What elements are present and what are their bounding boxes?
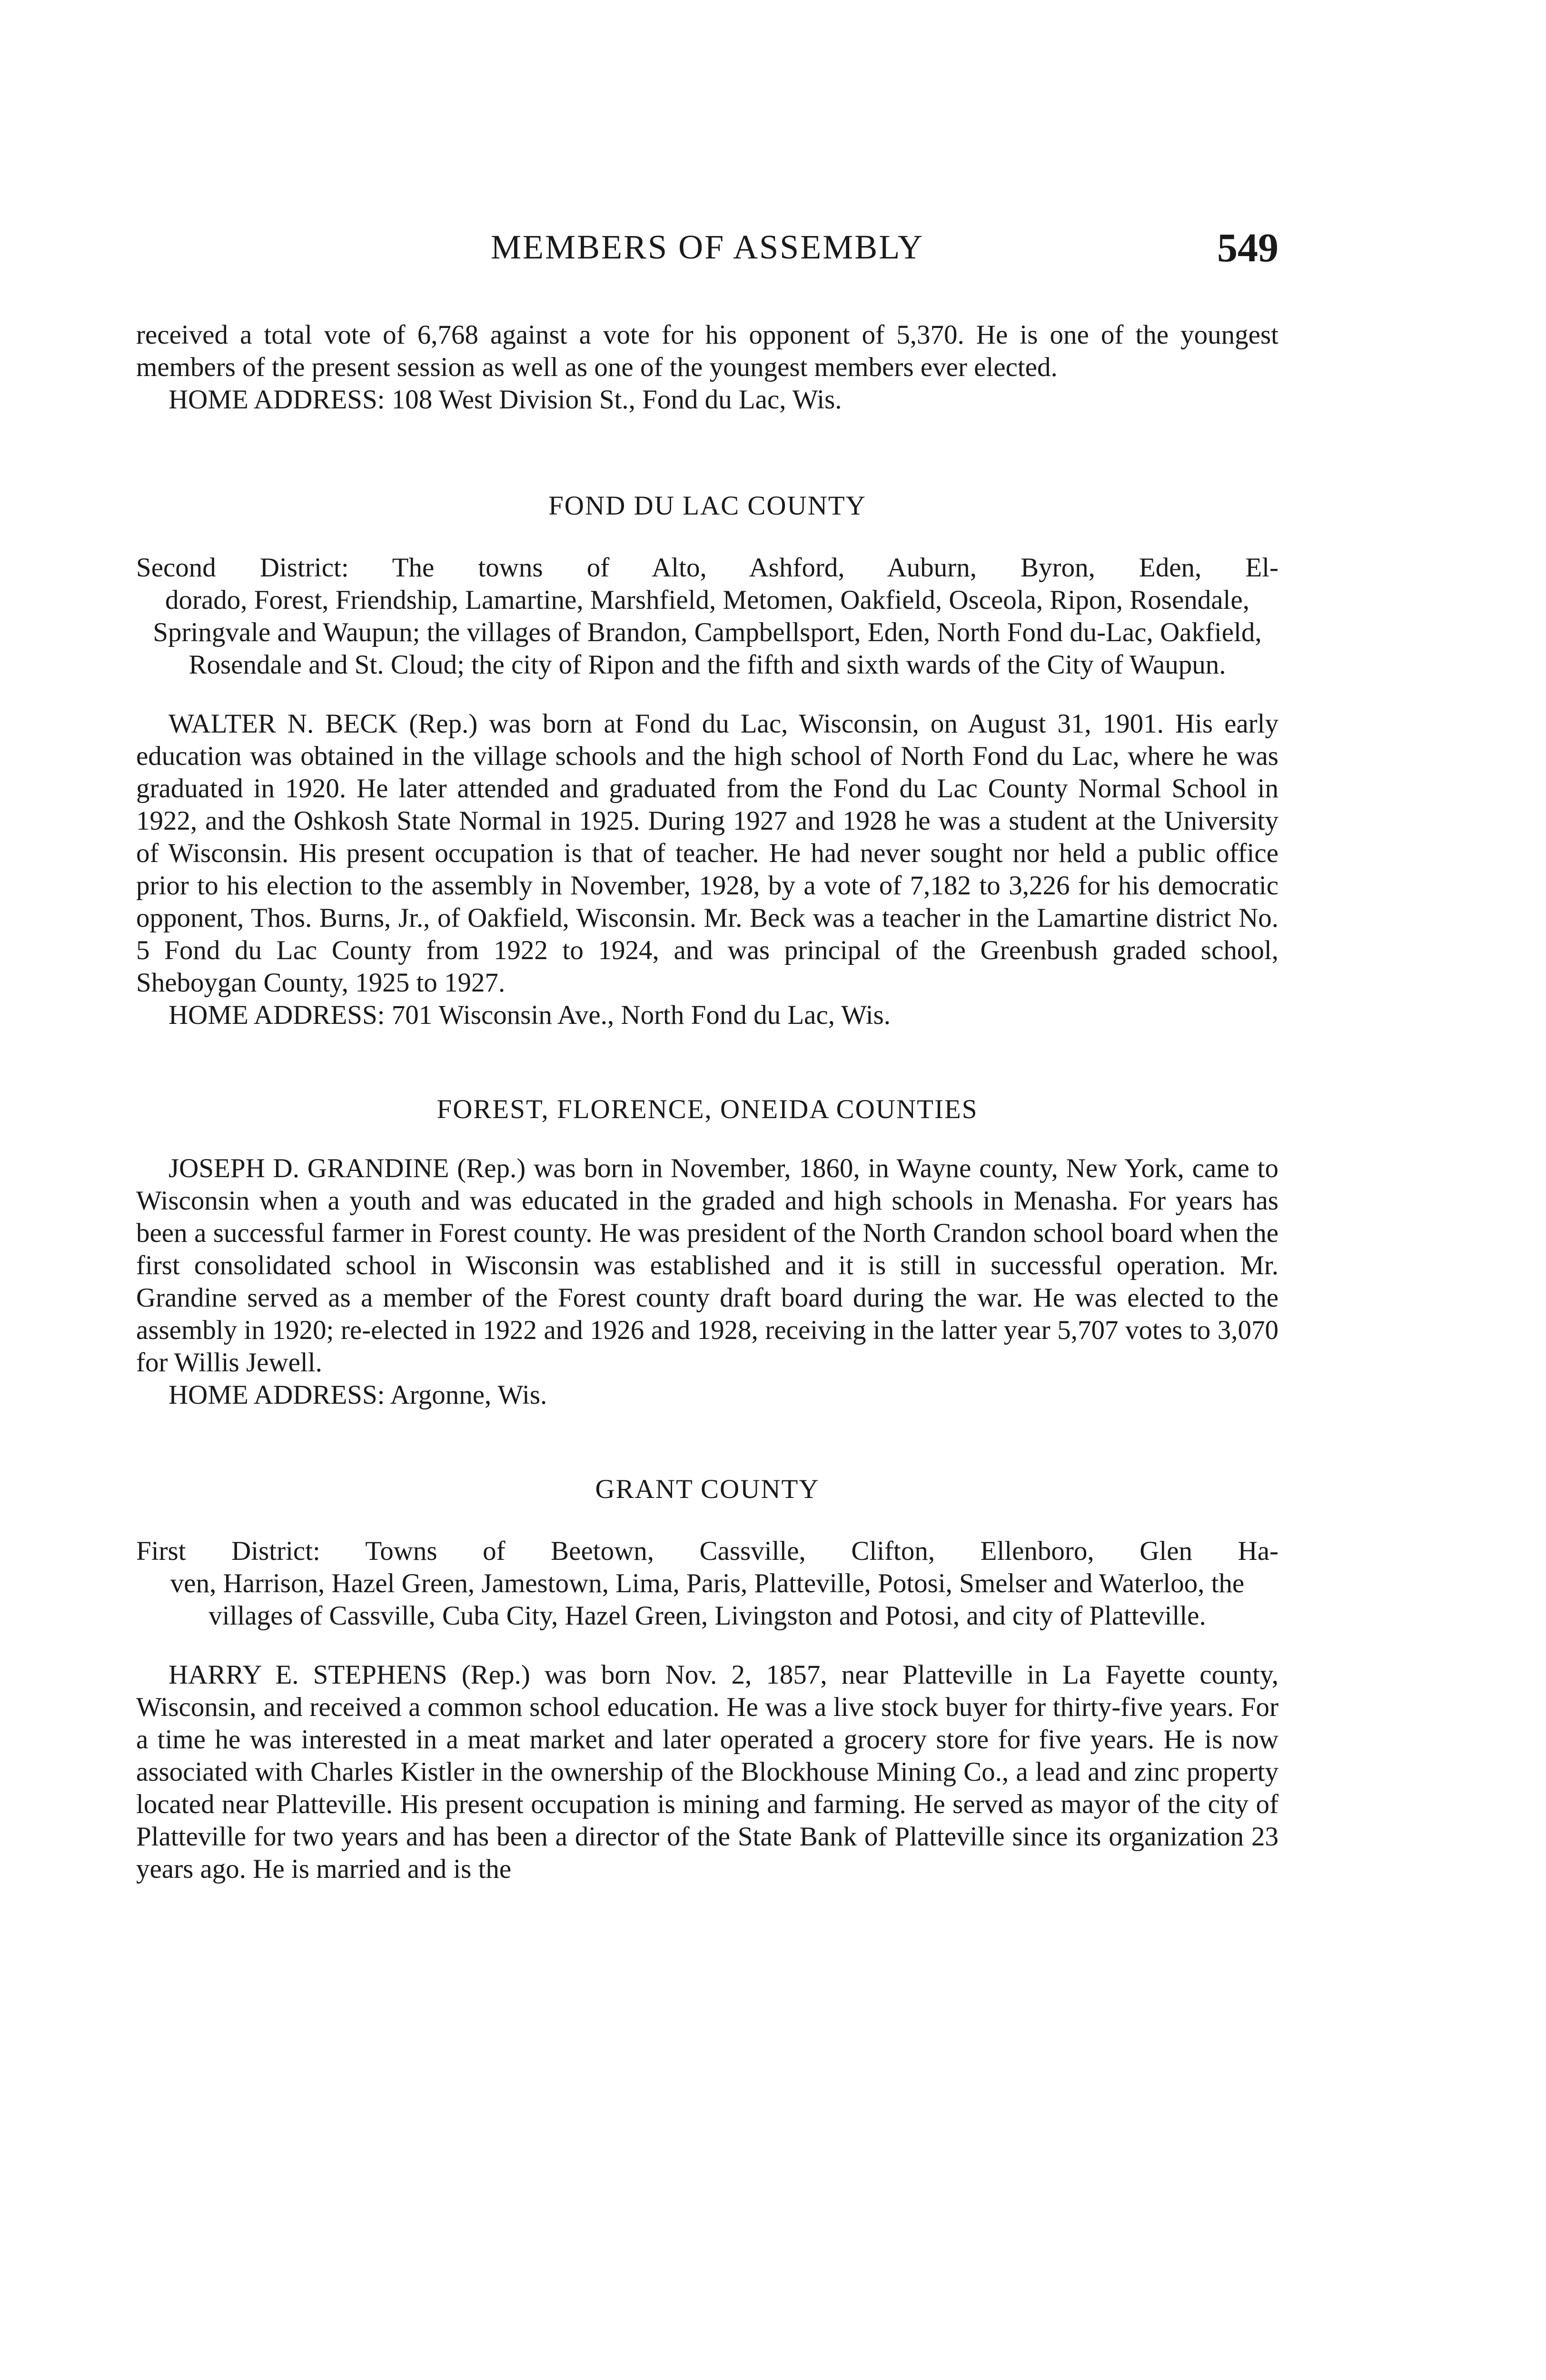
intro-home-address: HOME ADDRESS: 108 West Division St., Fond du Lac, Wis.: [168, 385, 842, 415]
running-head: MEMBERS OF ASSEMBLY: [490, 228, 924, 266]
stephens-biography: HARRY E. STEPHENS (Rep.) was born Nov. 2, 1857, near Platteville in La Fayette county, Wisconsin, and received a common school education. He was a live stock buyer for thirty-five years. For a time he was interested in a meat market and later operated a grocery store for five years. He is now associated with Charles Kistler in the ownership of the Blockhouse Mining Co., a lead and zinc property located near Platteville. His present occupation is mining and farming. He served as mayor of the city of Platteville for two years and has been a director of the State Bank of Platteville since its organization 23 years ago. He is married and is the: [136, 1660, 1278, 1884]
grant-district: [136, 1535, 1278, 1632]
intro-paragraph: received a total vote of 6,768 against a vote for his opponent of 5,370. He is one of the youngest members of the present session as well as one of the youngest members ever elected.: [136, 320, 1278, 382]
fond-du-lac-district-rest: dorado, Forest, Friendship, Lamartine, Marshfield, Metomen, Oakfield, Osceola, Ripon, Rosendale, Springvale and Waupun; the villages of Brandon, Campbellsport, Eden, North Fond du-Lac, Oakfield, Rosendale and St. Cloud; the city of Ripon and the fifth and sixth wards of the City of Waupun.: [153, 585, 1262, 680]
fond-du-lac-heading: FOND DU LAC COUNTY: [548, 491, 866, 521]
grant-heading: GRANT COUNTY: [595, 1474, 820, 1504]
grandine-biography: JOSEPH D. GRANDINE (Rep.) was born in November, 1860, in Wayne county, New York, came to Wisconsin when a youth and was educated in the graded and high schools in Menasha. For years has been a successful farmer in Forest county. He was president of the North Crandon school board when the first consolidated school in Wisconsin was established and it is still in successful operation. Mr. Grandine served as a member of the Forest county draft board during the war. He was elected to the assembly in 1920; re-elected in 1922 and 1926 and 1928, receiving in the latter year 5,707 votes to 3,070 for Willis Jewell.: [136, 1153, 1278, 1378]
grant-district-first-line: First District: Towns of Beetown, Cassville, Clifton, Ellenboro, Glen Ha-: [136, 1536, 1278, 1566]
fond-du-lac-district-first-line: Second District: The towns of Alto, Ashford, Auburn, Byron, Eden, El-: [136, 553, 1278, 583]
page-content: [136, 319, 1278, 1885]
grandine-home-address: HOME ADDRESS: Argonne, Wis.: [168, 1380, 547, 1410]
forest-heading: FOREST, FLORENCE, ONEIDA COUNTIES: [436, 1094, 978, 1124]
grant-district-rest: ven, Harrison, Hazel Green, Jamestown, Lima, Paris, Platteville, Potosi, Smelser and Waterloo, the villages of Cassville, Cuba City, Hazel Green, Livingston and Potosi, and city of Platteville.: [170, 1568, 1245, 1631]
page-header: [136, 225, 1278, 280]
fond-du-lac-district: [136, 552, 1278, 681]
beck-home-address: HOME ADDRESS: 701 Wisconsin Ave., North Fond du Lac, Wis.: [168, 1000, 891, 1030]
page-number: 549: [1217, 225, 1278, 270]
beck-biography: WALTER N. BECK (Rep.) was born at Fond du Lac, Wisconsin, on August 31, 1901. His early education was obtained in the village schools and the high school of North Fond du Lac, where he was graduated in 1920. He later attended and graduated from the Fond du Lac County Normal School in 1922, and the Oshkosh State Normal in 1925. During 1927 and 1928 he was a student at the University of Wisconsin. His present occupation is that of teacher. He had never sought nor held a public office prior to his election to the assembly in November, 1928, by a vote of 7,182 to 3,226 for his democratic opponent, Thos. Burns, Jr., of Oakfield, Wisconsin. Mr. Beck was a teacher in the Lamartine district No. 5 Fond du Lac County from 1922 to 1924, and was principal of the Greenbush graded school, Sheboygan County, 1925 to 1927.: [136, 709, 1278, 998]
